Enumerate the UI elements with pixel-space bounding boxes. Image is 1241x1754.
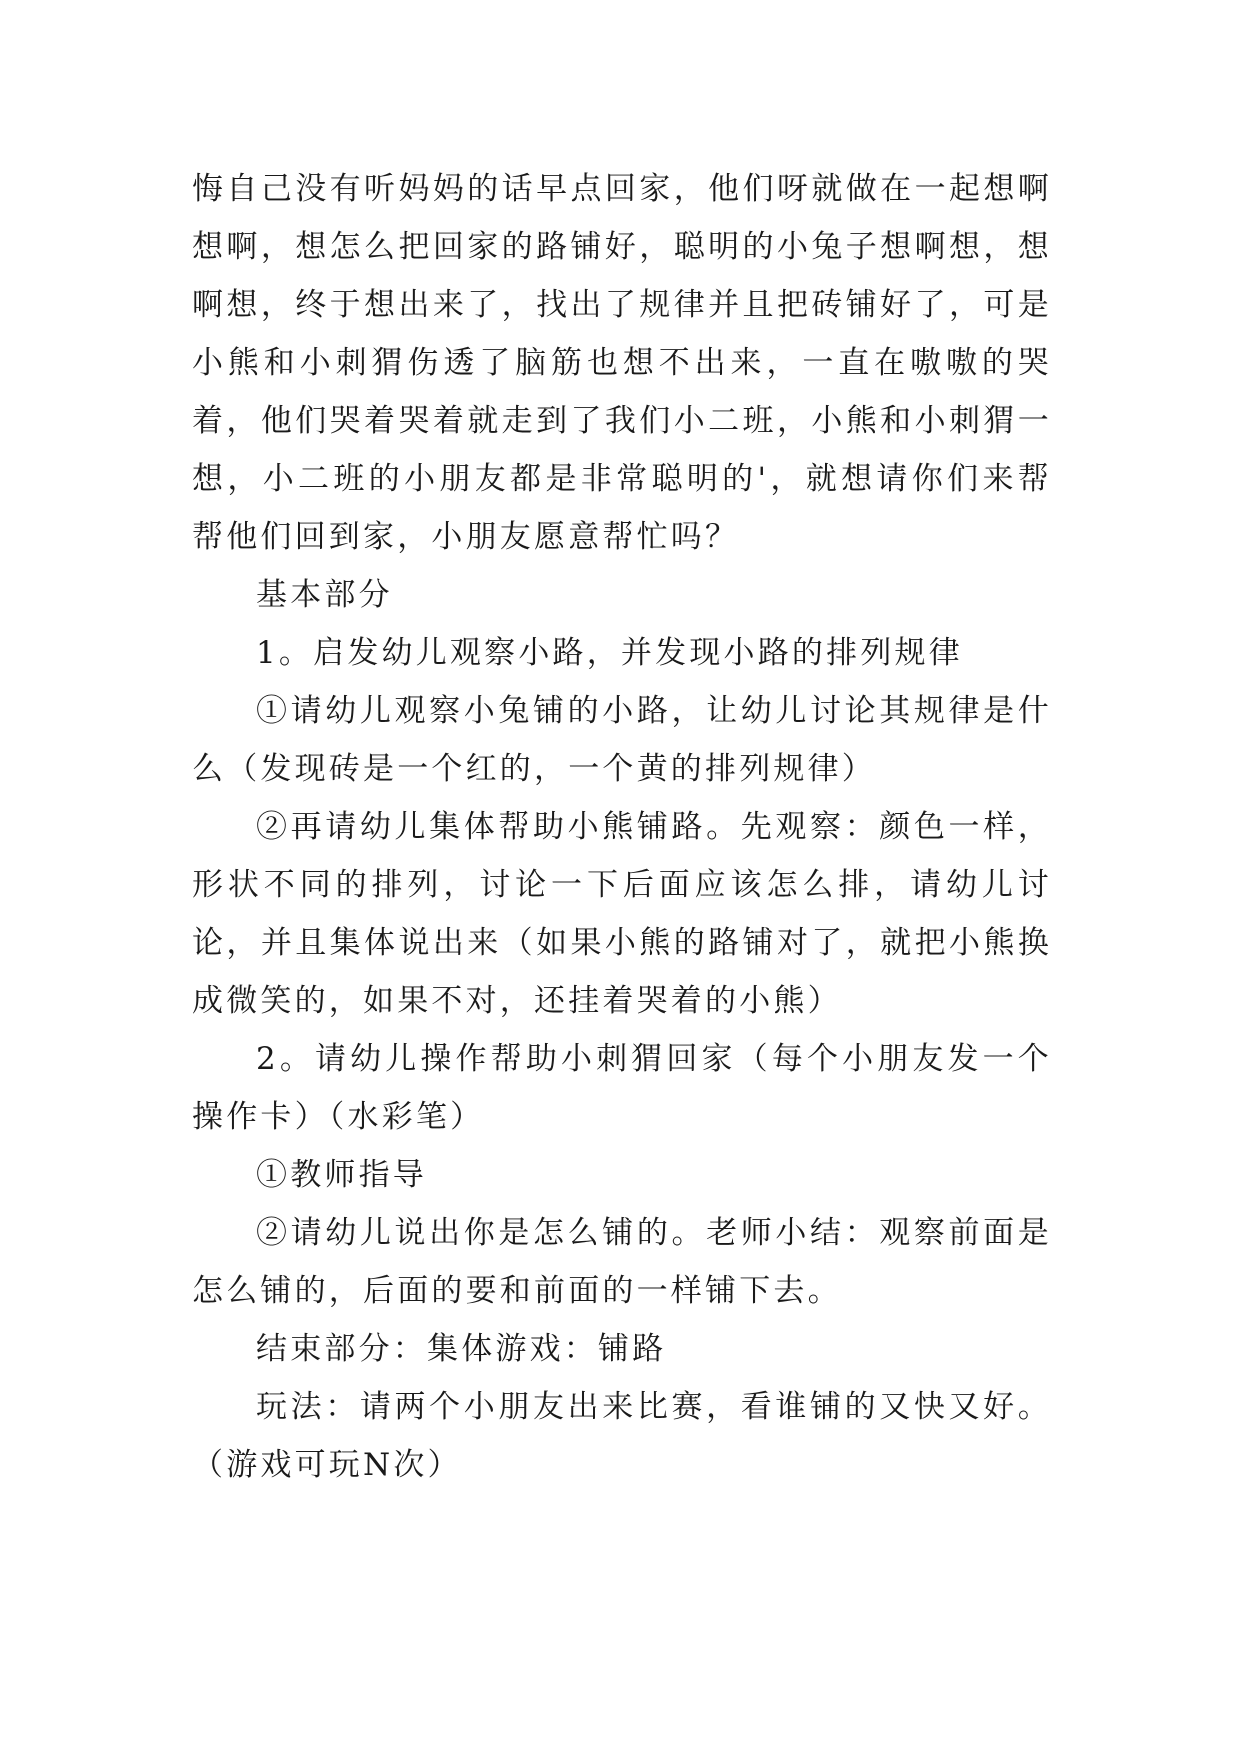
step-2-item-1: ①教师指导 — [256, 1157, 427, 1193]
step-1-heading: 1。启发幼儿观察小路，并发现小路的排列规律 — [256, 635, 963, 671]
step-2-heading: 2。请幼儿操作帮助小刺猬回家（每个小朋友发一个操作卡）（水彩笔） — [192, 1041, 1052, 1135]
paragraph-story-continuation: 悔自己没有听妈妈的话早点回家，他们呀就做在一起想啊想啊，想怎么把回家的路铺好，聪明的小兔子想啊想，想啊想，终于想出来了，找出了规律并且把砖铺好了，可是小熊和小刺猬伤透了脑筋也想不出来，一直在嗷嗷的哭着，他们哭着哭着就走到了我们小二班，小熊和小刺猬一想，小二班的小朋友都是非常聪明的'，就想请你们来帮帮他们回到家，小朋友愿意帮忙吗？ — [192, 171, 1052, 555]
section-heading-basic-part: 基本部分 — [256, 577, 393, 613]
step-1-item-2: ②再请幼儿集体帮助小熊铺路。先观察：颜色一样，形状不同的排列，讨论一下后面应该怎么排，请幼儿讨论，并且集体说出来（如果小熊的路铺对了，就把小熊换成微笑的，如果不对，还挂着哭着的小熊） — [192, 809, 1052, 1019]
step-2-item-2: ②请幼儿说出你是怎么铺的。老师小结：观察前面是怎么铺的，后面的要和前面的一样铺下去。 — [192, 1215, 1052, 1309]
game-rules: 玩法：请两个小朋友出来比赛，看谁铺的又快又好。（游戏可玩N次） — [192, 1389, 1052, 1483]
step-1-item-1: ①请幼儿观察小兔铺的小路，让幼儿讨论其规律是什么（发现砖是一个红的，一个黄的排列规律） — [192, 693, 1052, 787]
section-heading-ending-part: 结束部分：集体游戏：铺路 — [256, 1331, 667, 1367]
document-body — [192, 160, 1052, 1494]
